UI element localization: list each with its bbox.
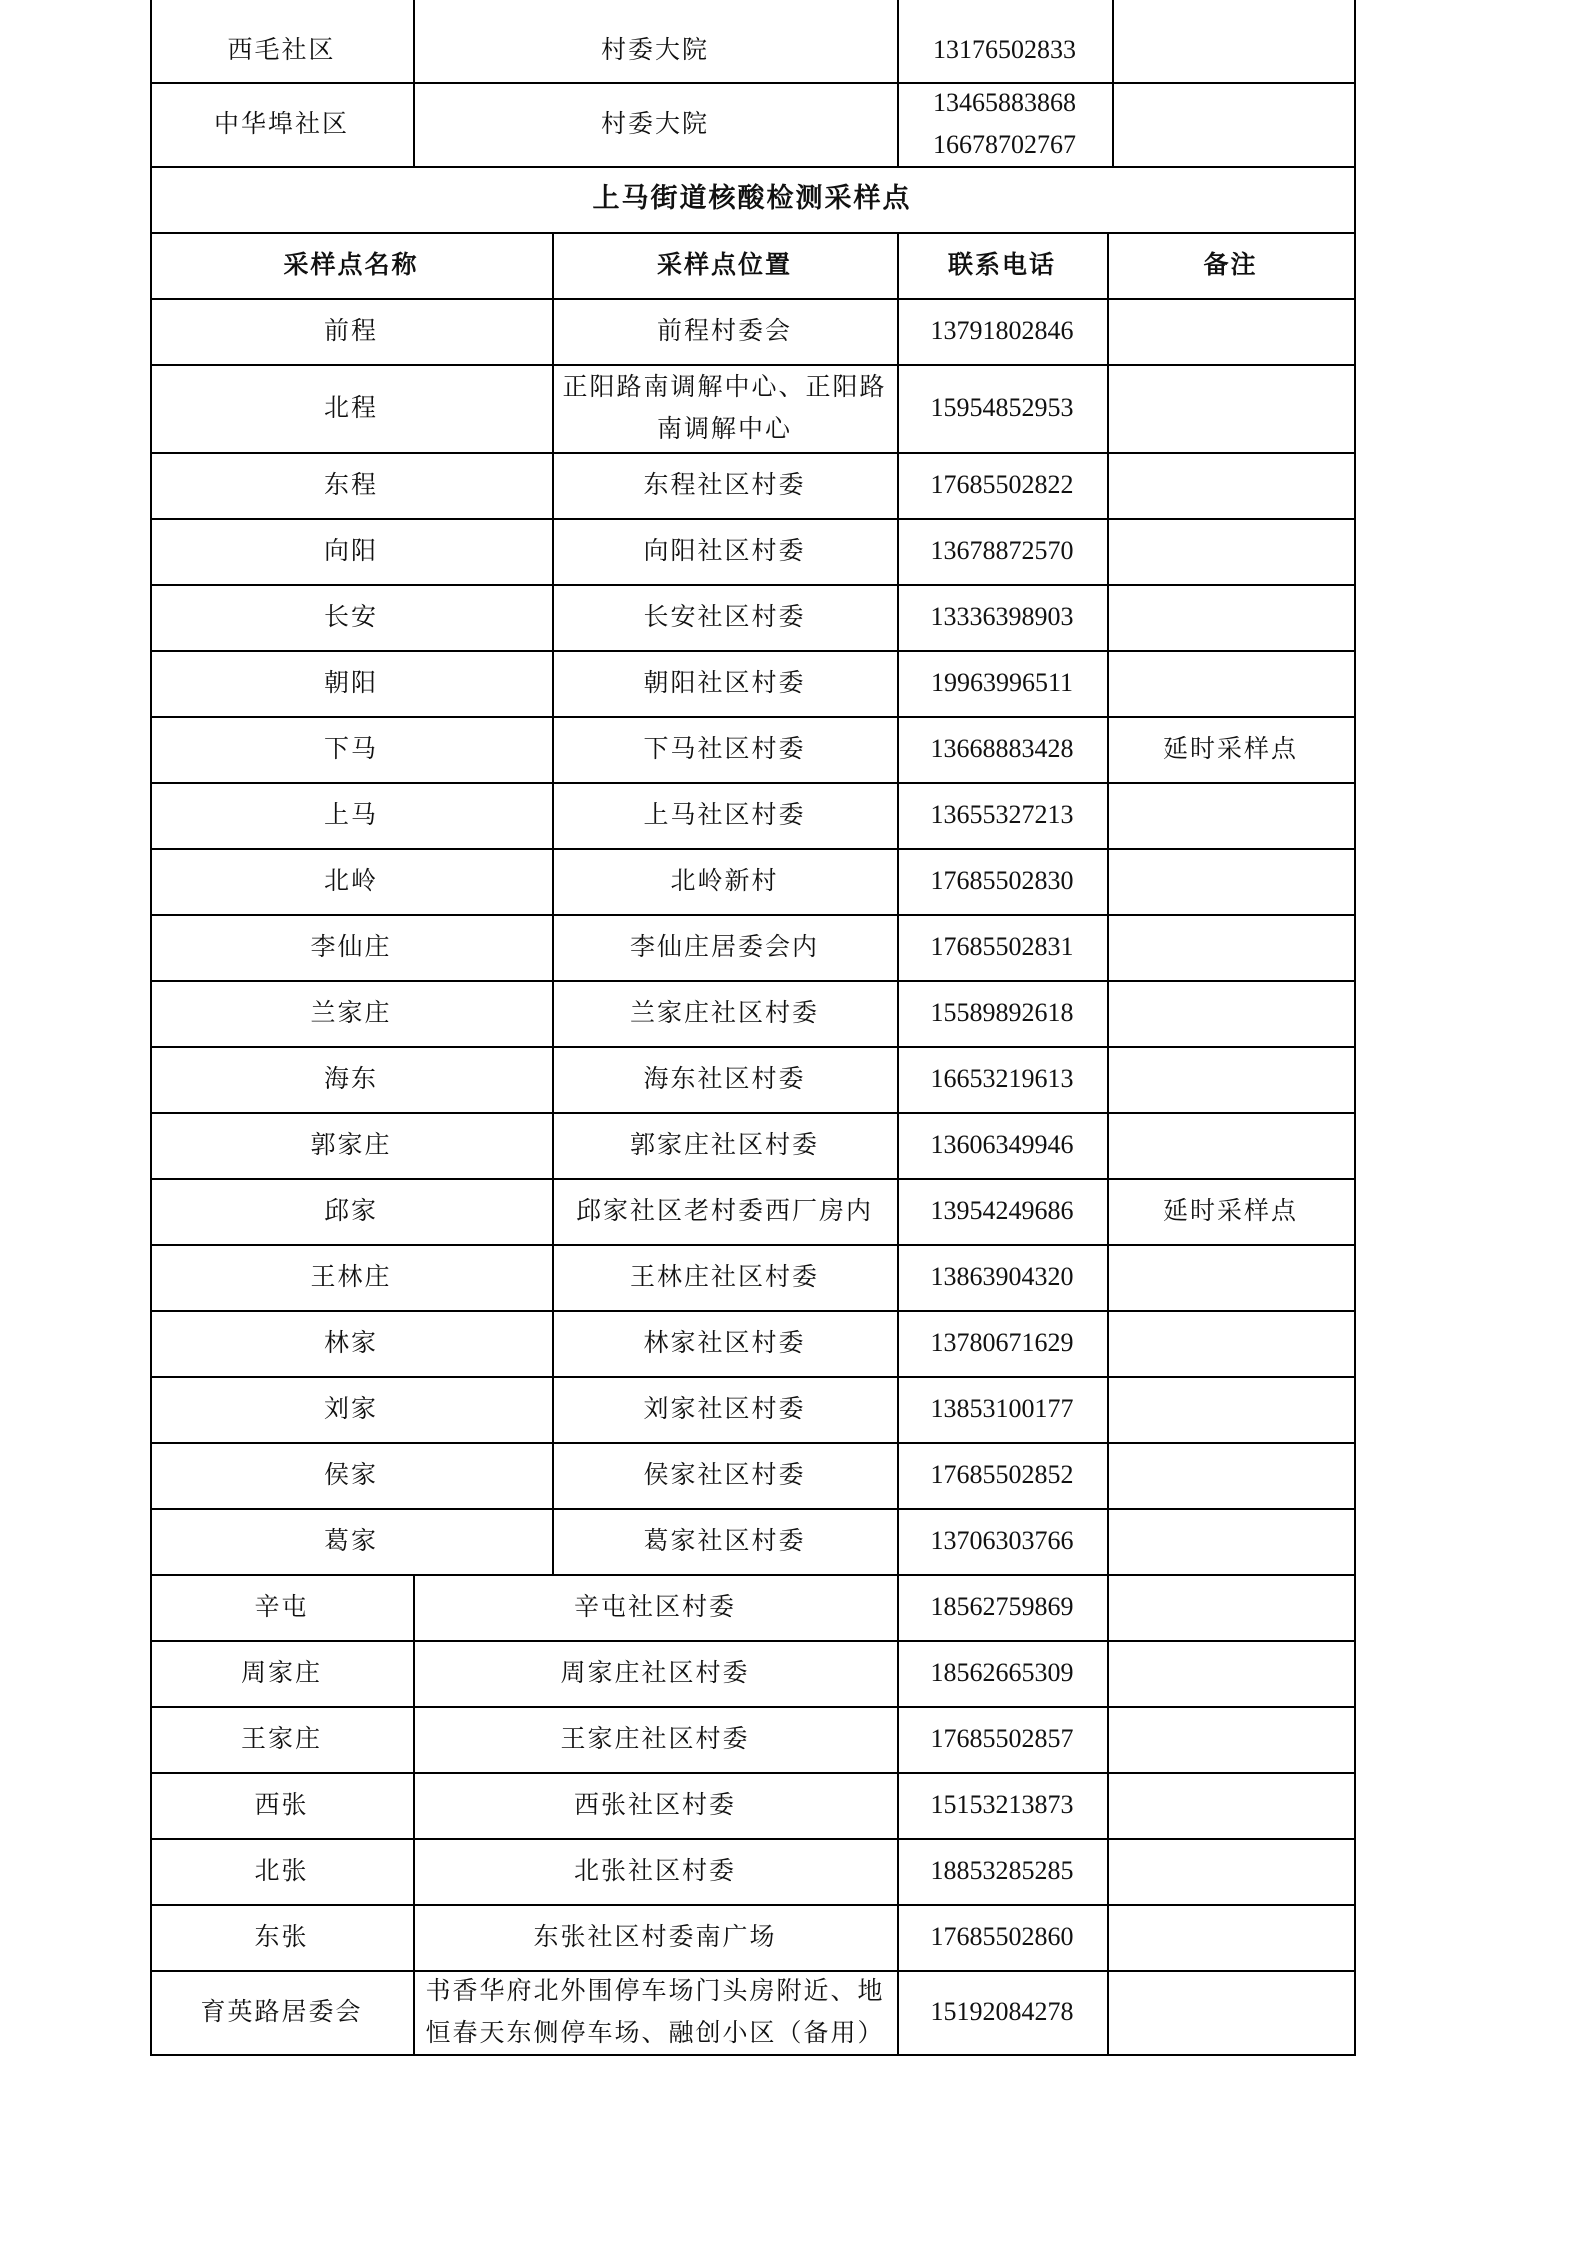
site-name: 向阳 <box>323 536 378 565</box>
site-location-line: 林家社区村委 <box>643 1328 806 1357</box>
site-phone: 13678872570 <box>930 536 1074 565</box>
site-location <box>413 1772 897 1838</box>
column-header-phone: 联系电话 <box>947 250 1056 279</box>
site-phone-line: 16678702767 <box>933 130 1076 159</box>
site-location-line: 邱家社区老村委西厂房内 <box>575 1196 873 1225</box>
site-note <box>1107 364 1354 452</box>
site-name: 郭家庄 <box>310 1130 392 1159</box>
site-location-line: 辛屯社区村委 <box>573 1592 736 1621</box>
table-rule <box>1354 232 1356 1574</box>
site-location-line: 王家庄社区村委 <box>560 1724 750 1753</box>
site-name: 上马 <box>323 800 378 829</box>
site-note <box>1107 1112 1354 1178</box>
site-location <box>552 980 897 1046</box>
site-location <box>552 364 897 452</box>
site-name: 前程 <box>323 316 378 345</box>
site-phone: 13668883428 <box>930 734 1074 763</box>
site-location-line: 恒春天东侧停车场、融创小区（备用） <box>425 2018 885 2047</box>
site-location <box>413 1970 897 2054</box>
site-phone: 13780671629 <box>930 1328 1074 1357</box>
site-location-line: 侯家社区村委 <box>643 1460 806 1489</box>
site-location-line: 海东社区村委 <box>643 1064 806 1093</box>
site-location <box>552 1310 897 1376</box>
site-phone: 17685502831 <box>930 932 1074 961</box>
site-name: 中华埠社区 <box>213 109 349 138</box>
column-header-note: 备注 <box>1203 250 1258 279</box>
site-location-line: 李仙庄居委会内 <box>629 932 819 961</box>
site-name: 林家 <box>323 1328 378 1357</box>
site-phone: 13655327213 <box>930 800 1074 829</box>
site-location <box>413 1838 897 1904</box>
site-location-line: 长安社区村委 <box>643 602 806 631</box>
site-phone: 13853100177 <box>930 1394 1074 1423</box>
site-phone: 15192084278 <box>930 1997 1074 2026</box>
site-phone: 17685502830 <box>930 866 1074 895</box>
site-phone: 17685502852 <box>930 1460 1074 1489</box>
site-name: 李仙庄 <box>310 932 392 961</box>
site-phone: 17685502857 <box>930 1724 1074 1753</box>
site-location-line: 北岭新村 <box>670 866 779 895</box>
site-location-line: 刘家社区村委 <box>643 1394 806 1423</box>
site-name: 育英路居委会 <box>200 1997 363 2026</box>
site-name: 侯家 <box>323 1460 378 1489</box>
site-note <box>1107 914 1354 980</box>
site-note <box>1107 298 1354 364</box>
site-phone: 18562759869 <box>930 1592 1074 1621</box>
site-note <box>1107 1904 1354 1970</box>
site-location-line: 向阳社区村委 <box>643 536 806 565</box>
site-note <box>1107 1970 1354 2054</box>
site-location <box>552 298 897 364</box>
site-note <box>1107 980 1354 1046</box>
site-location <box>413 1640 897 1706</box>
site-note <box>1107 848 1354 914</box>
site-name: 王家庄 <box>240 1724 322 1753</box>
site-name: 长安 <box>323 602 378 631</box>
site-phone: 17685502822 <box>930 470 1074 499</box>
site-phone-line: 13176502833 <box>933 35 1076 64</box>
site-location-line: 北张社区村委 <box>573 1856 736 1885</box>
site-location <box>552 650 897 716</box>
site-note: 延时采样点 <box>1162 734 1298 763</box>
site-location <box>413 1574 897 1640</box>
site-phone: 13954249686 <box>930 1196 1074 1225</box>
site-name: 北岭 <box>323 866 378 895</box>
site-location <box>413 1904 897 1970</box>
site-note <box>1112 18 1354 82</box>
site-name: 北程 <box>323 393 378 422</box>
site-phone: 16653219613 <box>930 1064 1074 1093</box>
site-name: 兰家庄 <box>310 998 392 1027</box>
site-note <box>1107 1772 1354 1838</box>
site-name: 刘家 <box>323 1394 378 1423</box>
site-note <box>1107 1706 1354 1772</box>
site-location <box>552 584 897 650</box>
site-note <box>1107 1838 1354 1904</box>
site-note <box>1107 1244 1354 1310</box>
site-location-line: 下马社区村委 <box>643 734 806 763</box>
site-name: 西张 <box>254 1790 309 1819</box>
site-location <box>552 782 897 848</box>
site-phone <box>897 82 1112 166</box>
site-location <box>552 1244 897 1310</box>
site-location <box>552 1442 897 1508</box>
column-header-name: 采样点名称 <box>283 250 419 279</box>
site-phone: 15589892618 <box>930 998 1074 1027</box>
site-note <box>1107 1574 1354 1640</box>
site-name: 西毛社区 <box>227 35 336 64</box>
site-note <box>1107 584 1354 650</box>
site-note <box>1107 1442 1354 1508</box>
site-note: 延时采样点 <box>1162 1196 1298 1225</box>
site-location <box>552 1508 897 1574</box>
site-note <box>1107 452 1354 518</box>
site-location-line: 前程村委会 <box>656 316 792 345</box>
site-location-line: 葛家社区村委 <box>643 1526 806 1555</box>
site-location <box>552 1112 897 1178</box>
site-note <box>1107 1640 1354 1706</box>
site-phone <box>897 18 1112 82</box>
site-location-line: 东张社区村委南广场 <box>533 1922 777 1951</box>
site-location <box>552 716 897 782</box>
site-note <box>1107 1376 1354 1442</box>
site-name: 下马 <box>323 734 378 763</box>
site-phone: 19963996511 <box>930 668 1074 697</box>
site-phone: 18853285285 <box>930 1856 1074 1885</box>
site-name: 东张 <box>254 1922 309 1951</box>
site-location-line: 东程社区村委 <box>643 470 806 499</box>
site-location <box>552 1046 897 1112</box>
site-phone: 13863904320 <box>930 1262 1074 1291</box>
site-location-line: 朝阳社区村委 <box>643 668 806 697</box>
site-name: 王林庄 <box>310 1262 392 1291</box>
site-note <box>1107 782 1354 848</box>
site-phone: 15153213873 <box>930 1790 1074 1819</box>
site-phone: 13706303766 <box>930 1526 1074 1555</box>
site-location <box>552 914 897 980</box>
site-phone-line: 13465883868 <box>933 88 1076 117</box>
site-location <box>552 452 897 518</box>
site-name: 朝阳 <box>323 668 378 697</box>
site-location <box>413 1706 897 1772</box>
site-location-line: 周家庄社区村委 <box>560 1658 750 1687</box>
site-location-line: 王林庄社区村委 <box>629 1262 819 1291</box>
site-location: 村委大院 <box>600 35 709 64</box>
site-name: 周家庄 <box>240 1658 322 1687</box>
site-note <box>1107 1046 1354 1112</box>
table-rule <box>150 2054 1356 2056</box>
site-name: 邱家 <box>323 1196 378 1225</box>
site-location-line: 正阳路南调解中心、正阳路 <box>562 372 887 401</box>
site-location-line: 兰家庄社区村委 <box>629 998 819 1027</box>
site-phone: 18562665309 <box>930 1658 1074 1687</box>
site-location-line: 书香华府北外围停车场门头房附近、地 <box>425 1976 885 2005</box>
site-note <box>1107 650 1354 716</box>
site-location <box>552 1178 897 1244</box>
site-note <box>1112 82 1354 166</box>
site-phone: 15954852953 <box>930 393 1074 422</box>
site-location-line: 西张社区村委 <box>573 1790 736 1819</box>
site-phone: 17685502860 <box>930 1922 1074 1951</box>
site-phone: 13336398903 <box>930 602 1074 631</box>
site-name: 葛家 <box>323 1526 378 1555</box>
site-phone: 13791802846 <box>930 316 1074 345</box>
site-location <box>552 518 897 584</box>
site-location-line: 南调解中心 <box>656 414 792 443</box>
site-location <box>552 1376 897 1442</box>
site-name: 北张 <box>254 1856 309 1885</box>
table-rule <box>1354 166 1356 232</box>
site-phone: 13606349946 <box>930 1130 1074 1159</box>
site-name: 东程 <box>323 470 378 499</box>
site-location: 村委大院 <box>600 109 709 138</box>
site-note <box>1107 1508 1354 1574</box>
section-title: 上马街道核酸检测采样点 <box>592 183 912 214</box>
site-location-line: 上马社区村委 <box>643 800 806 829</box>
site-note <box>1107 518 1354 584</box>
site-location-line: 郭家庄社区村委 <box>629 1130 819 1159</box>
site-name: 辛屯 <box>254 1592 309 1621</box>
site-location <box>552 848 897 914</box>
column-header-location: 采样点位置 <box>656 250 792 279</box>
table-rule <box>1354 1574 1356 2054</box>
site-note <box>1107 1310 1354 1376</box>
site-name: 海东 <box>323 1064 378 1093</box>
